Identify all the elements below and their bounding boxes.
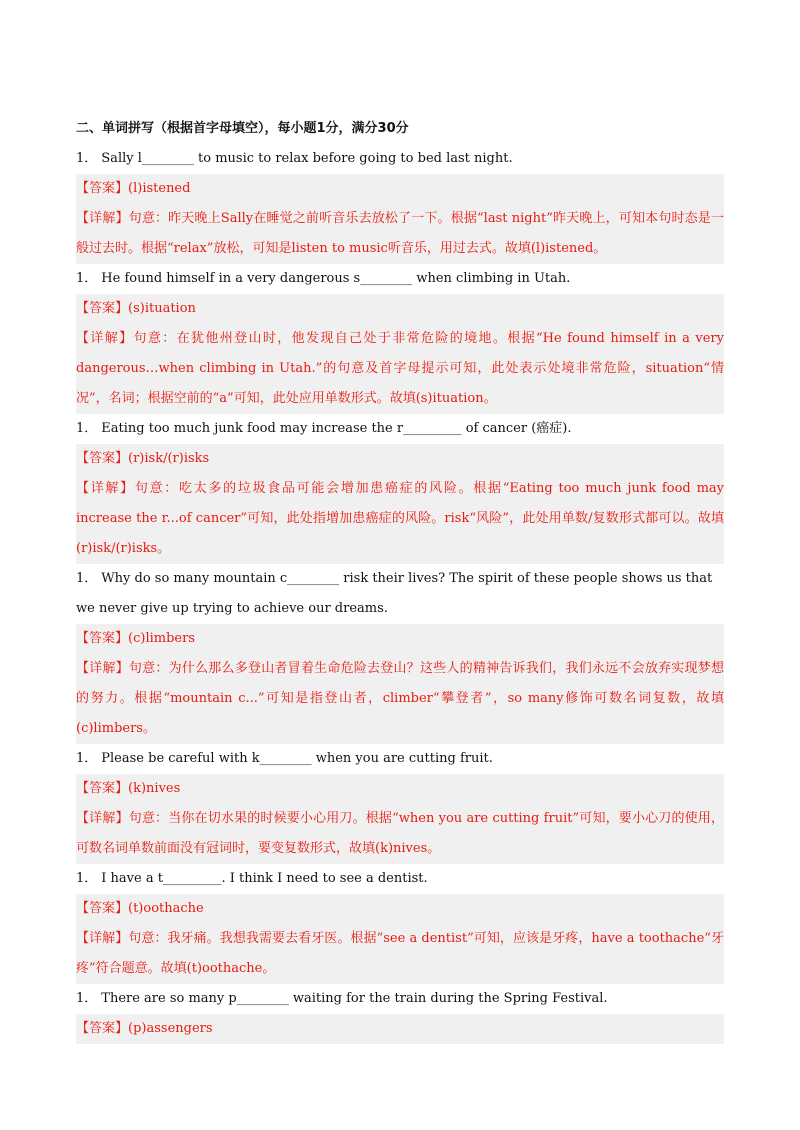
answer-block	[76, 894, 724, 924]
question-number: 1．	[76, 571, 98, 586]
section-title: 二、单词拼写（根据首字母填空），每小题1分，满分30分	[76, 121, 409, 136]
detail-block	[76, 654, 724, 744]
question-number: 1．	[76, 151, 98, 166]
question-sentence: Sally l________ to music to relax before going to bed last night.	[101, 151, 513, 166]
exercise-content	[76, 118, 724, 1044]
detail-block	[76, 474, 724, 564]
answer-block	[76, 624, 724, 654]
exercise-item	[76, 744, 724, 864]
answer-block	[76, 444, 724, 474]
detail-text: 句意：在犹他州登山时，他发现自己处于非常危险的境地。根据“He found himself in a very dangerous…when climbing in Utah.”的句意及首字母提示可知，此处表示处境非常危险，situation“情况”，名词；根据空前的“a”可知，此处应用单数形式。故填(s)ituation。	[76, 331, 724, 406]
question-sentence: He found himself in a very dangerous s________ when climbing in Utah.	[101, 271, 571, 286]
question-number: 1．	[76, 421, 98, 436]
exercise-item	[76, 864, 724, 984]
exercise-item	[76, 144, 724, 264]
answer-tag: 【答案】	[76, 781, 129, 796]
answer-text: (r)isk/(r)isks	[128, 451, 210, 466]
question-text	[76, 144, 724, 174]
question-sentence: Why do so many mountain c________ risk their lives? The spirit of these people shows us that we never give up trying to achieve our dreams.	[76, 571, 713, 616]
question-sentence: Please be careful with k________ when you are cutting fruit.	[101, 751, 493, 766]
question-number: 1．	[76, 871, 98, 886]
detail-text: 句意：我牙痛。我想我需要去看牙医。根据“see a dentist”可知，应该是牙疼，have a toothache“牙疼”符合题意。故填(t)oothache。	[76, 931, 724, 976]
exercise-item	[76, 984, 724, 1044]
exercise-item	[76, 414, 724, 564]
detail-tag: 【详解】	[76, 811, 129, 826]
detail-text: 句意：昨天晚上Sally在睡觉之前听音乐去放松了一下。根据“last night”昨天晚上，可知本句时态是一般过去时。根据“relax”放松，可知是listen to music听音乐，用过去式。故填(l)istened。	[76, 211, 724, 256]
answer-text: (c)limbers	[128, 631, 195, 646]
question-text	[76, 414, 724, 444]
answer-tag: 【答案】	[76, 301, 129, 316]
answer-tag: 【答案】	[76, 451, 129, 466]
answer-block	[76, 1014, 724, 1044]
answer-text: (s)ituation	[128, 301, 196, 316]
detail-block	[76, 204, 724, 264]
detail-block	[76, 804, 724, 864]
question-number: 1．	[76, 991, 98, 1006]
exercise-item	[76, 264, 724, 414]
question-text	[76, 744, 724, 774]
answer-text: (k)nives	[128, 781, 181, 796]
answer-block	[76, 174, 724, 204]
detail-text: 句意：为什么那么多登山者冒着生命危险去登山？这些人的精神告诉我们，我们永远不会放弃实现梦想的努力。根据“mountain c...”可知是指登山者，climber“攀登者”，so many修饰可数名词复数，故填(c)limbers。	[76, 661, 724, 736]
answer-block	[76, 294, 724, 324]
question-sentence: There are so many p________ waiting for the train during the Spring Festival.	[101, 991, 608, 1006]
answer-tag: 【答案】	[76, 901, 129, 916]
question-sentence: I have a t_________. I think I need to see a dentist.	[101, 871, 428, 886]
question-text	[76, 864, 724, 894]
answer-tag: 【答案】	[76, 1021, 129, 1036]
detail-block	[76, 924, 724, 984]
exercise-item	[76, 564, 724, 744]
answer-tag: 【答案】	[76, 181, 129, 196]
answer-text: (l)istened	[128, 181, 191, 196]
answer-text: (p)assengers	[128, 1021, 213, 1036]
detail-tag: 【详解】	[76, 481, 135, 496]
detail-block	[76, 324, 724, 414]
question-text	[76, 264, 724, 294]
question-number: 1．	[76, 751, 98, 766]
detail-tag: 【详解】	[76, 331, 134, 346]
question-number: 1．	[76, 271, 98, 286]
detail-text: 句意：当你在切水果的时候要小心用刀。根据“when you are cutting fruit”可知，要小心刀的使用，可数名词单数前面没有冠词时，要变复数形式，故填(k)nives。	[76, 811, 724, 856]
question-sentence: Eating too much junk food may increase the r_________ of cancer (癌症).	[101, 421, 572, 436]
answer-text: (t)oothache	[128, 901, 204, 916]
detail-tag: 【详解】	[76, 211, 129, 226]
detail-tag: 【详解】	[76, 931, 129, 946]
question-text	[76, 564, 724, 624]
detail-tag: 【详解】	[76, 661, 129, 676]
answer-block	[76, 774, 724, 804]
detail-text: 句意：吃太多的垃圾食品可能会增加患癌症的风险。根据“Eating too much junk food may increase the r...of cancer”可知，此处指增加患癌症的风险。risk“风险”，此处用单数/复数形式都可以。故填(r)isk/(r)isks。	[76, 481, 724, 556]
answer-tag: 【答案】	[76, 631, 129, 646]
question-text	[76, 984, 724, 1014]
